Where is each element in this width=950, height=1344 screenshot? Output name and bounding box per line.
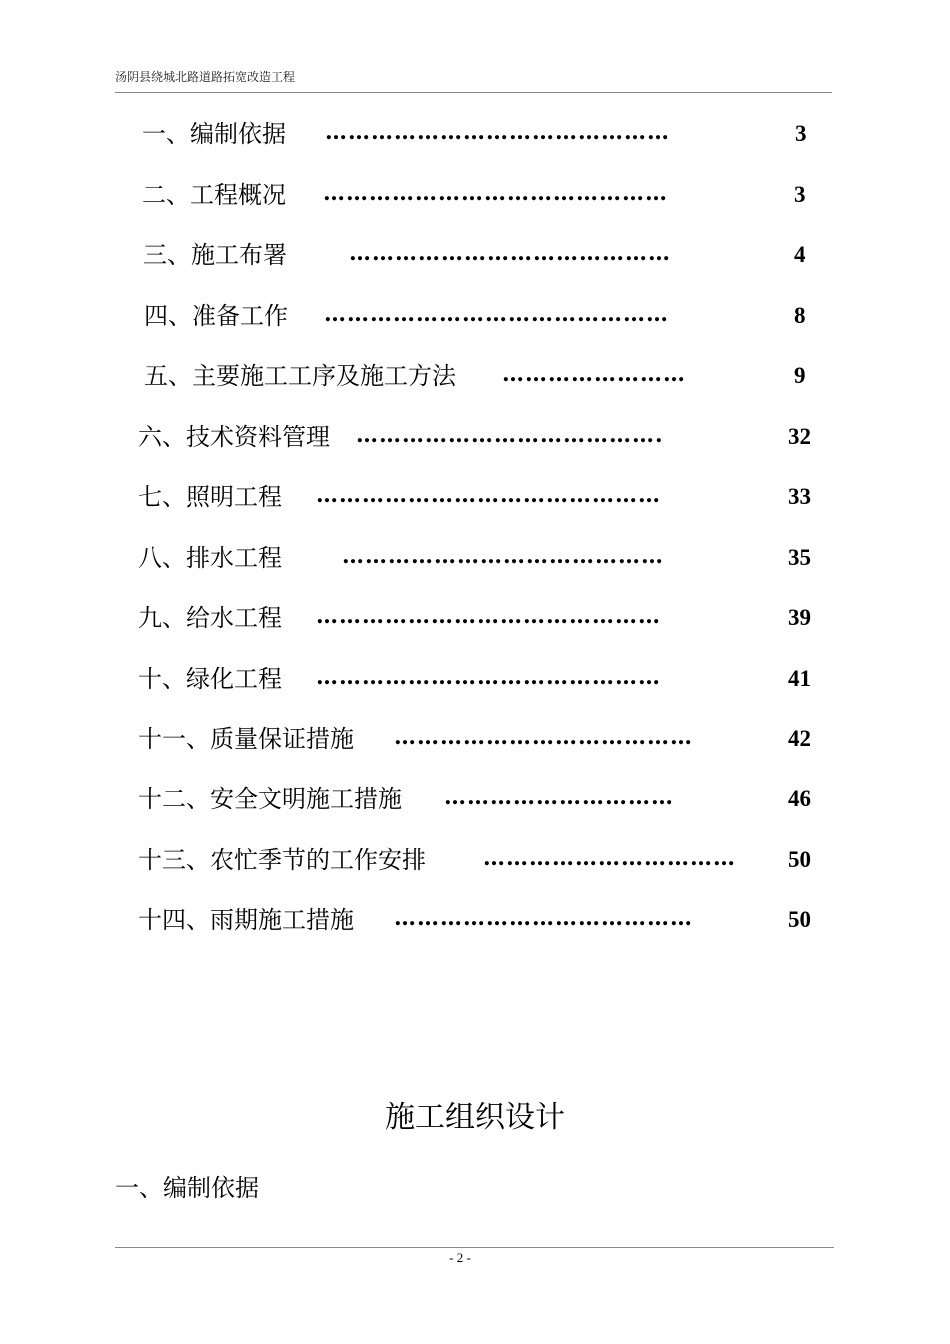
toc-entry-title: 十二、安全文明施工措施 <box>138 785 402 813</box>
running-header: 汤阴县绕城北路道路拓宽改造工程 <box>115 70 296 84</box>
toc-entry-title: 一、编制依据 <box>142 120 286 148</box>
toc-page-number: 50 <box>788 847 811 872</box>
toc-page-number: 41 <box>788 666 811 691</box>
toc-entry[interactable] <box>0 235 950 275</box>
toc-leader-dots: …………………………………… <box>349 240 671 266</box>
section-heading: 一、编制依据 <box>115 1174 259 1202</box>
toc-entry[interactable] <box>0 356 950 396</box>
toc-page-number: 33 <box>788 484 811 509</box>
toc-leader-dots: …………………… <box>502 361 686 387</box>
toc-entry[interactable] <box>0 719 950 759</box>
document-title: 施工组织设计 <box>385 1100 565 1135</box>
toc-entry[interactable] <box>0 296 950 336</box>
toc-leader-dots: ……………………………………… <box>324 301 669 327</box>
toc-page-number: 39 <box>788 605 811 630</box>
toc-entry[interactable] <box>0 114 950 154</box>
toc-entry-title: 十三、农忙季节的工作安排 <box>138 846 426 874</box>
toc-entry-title: 七、照明工程 <box>138 483 282 511</box>
footer-divider <box>115 1247 834 1248</box>
toc-page-number: 8 <box>794 303 806 328</box>
toc-leader-dots: …………………………………… <box>342 543 664 569</box>
toc-leader-dots: ……………………………………… <box>316 603 661 629</box>
toc-page-number: 35 <box>788 545 811 570</box>
toc-entry[interactable] <box>0 477 950 517</box>
toc-entry[interactable] <box>0 538 950 578</box>
toc-entry-title: 十、绿化工程 <box>138 665 282 693</box>
toc-page-number: 4 <box>794 242 806 267</box>
toc-entry[interactable] <box>0 840 950 880</box>
toc-page-number: 42 <box>788 726 811 751</box>
toc-leader-dots: ………………………………… <box>394 905 693 931</box>
toc-leader-dots: ………………………………… <box>394 724 693 750</box>
toc-entry-title: 十四、雨期施工措施 <box>138 906 354 934</box>
toc-entry[interactable] <box>0 779 950 819</box>
toc-leader-dots: …………………………… <box>483 845 736 871</box>
toc-leader-dots: ……………………………………… <box>316 664 661 690</box>
toc-entry-title: 五、主要施工工序及施工方法 <box>144 362 456 390</box>
toc-entry-title: 三、施工布署 <box>143 241 287 269</box>
toc-leader-dots: ……………………………………… <box>316 482 661 508</box>
toc-entry[interactable] <box>0 659 950 699</box>
toc-entry-title: 二、工程概况 <box>142 181 286 209</box>
toc-entry-title: 八、排水工程 <box>138 544 282 572</box>
toc-leader-dots: ……………………………………… <box>323 180 668 206</box>
page-number: - 2 - <box>449 1250 471 1265</box>
toc-entry[interactable] <box>0 175 950 215</box>
toc-page-number: 50 <box>788 907 811 932</box>
toc-page-number: 3 <box>795 121 807 146</box>
toc-entry[interactable] <box>0 417 950 457</box>
toc-leader-dots: …………………………………. <box>356 422 664 448</box>
toc-entry-title: 四、准备工作 <box>144 302 288 330</box>
toc-leader-dots: ………………………… <box>444 784 674 810</box>
toc-entry-title: 十一、质量保证措施 <box>138 725 354 753</box>
toc-leader-dots: ……………………………………… <box>325 119 670 145</box>
toc-entry-title: 六、技术资料管理 <box>138 423 330 451</box>
toc-page-number: 32 <box>788 424 811 449</box>
toc-page-number: 3 <box>794 182 806 207</box>
toc-page-number: 9 <box>794 363 806 388</box>
toc-entry-title: 九、给水工程 <box>138 604 282 632</box>
toc-entry[interactable] <box>0 900 950 940</box>
toc-entry[interactable] <box>0 598 950 638</box>
toc-page-number: 46 <box>788 786 811 811</box>
